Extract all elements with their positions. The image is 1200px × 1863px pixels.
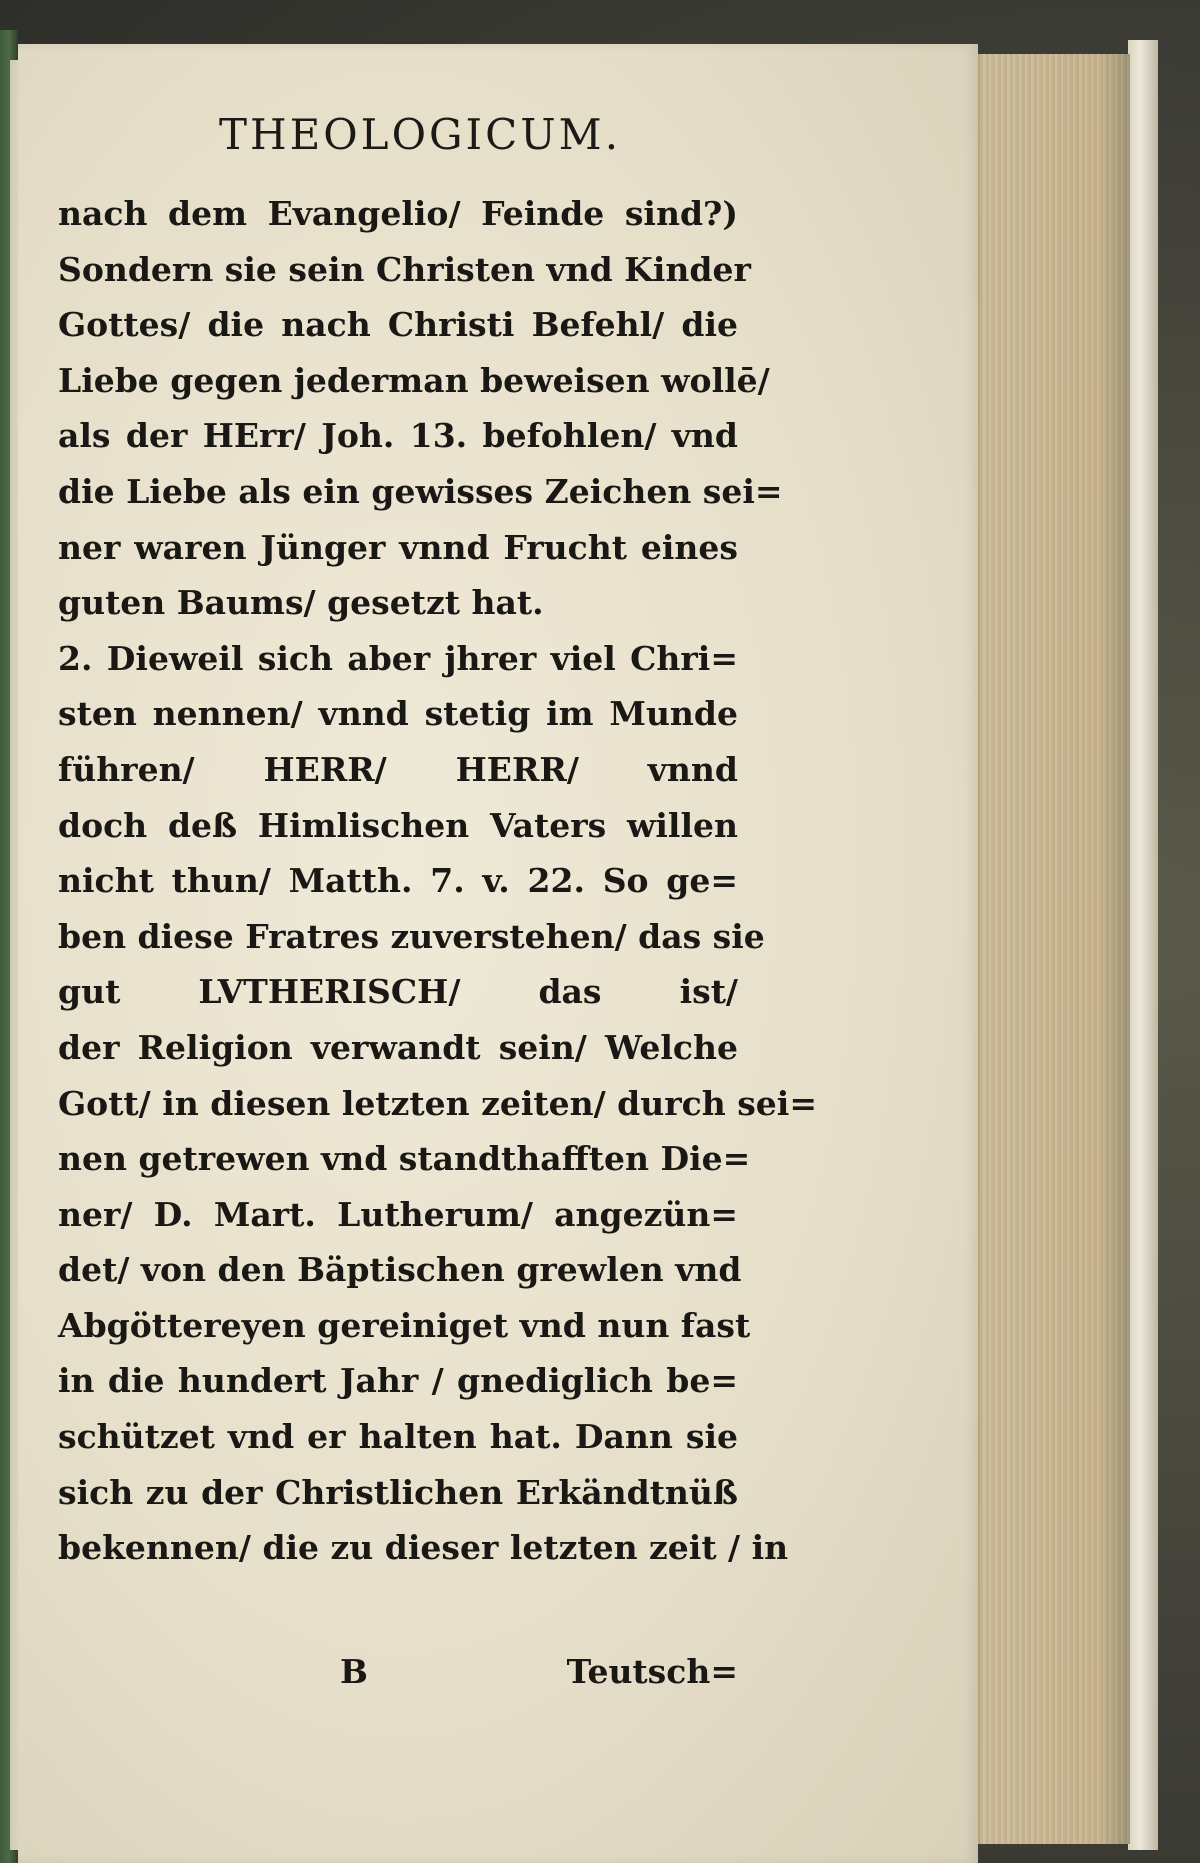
text-line: gut LVTHERISCH/ das ist/	[58, 972, 738, 1012]
text-line: schützet vnd er halten hat. Dann sie	[58, 1417, 738, 1457]
text-line: nicht thun/ Matth. 7. v. 22. So ge=	[58, 861, 738, 901]
text-line: ben diese Fratres zuverstehen/ das sie	[58, 916, 765, 956]
text-line: det/ von den Bäptischen grewlen vnd	[58, 1250, 742, 1290]
text-line: 2. Dieweil sich aber jhrer viel Chri=	[58, 638, 738, 678]
text-line: nen getrewen vnd standthafften Die=	[58, 1139, 751, 1179]
cover-edge	[1128, 40, 1158, 1850]
text-line: doch deß Himlischen Vaters willen	[58, 805, 738, 845]
text-line: führen/ HERR/ HERR/ vnnd	[58, 749, 738, 789]
page-footer	[58, 1652, 738, 1708]
text-line: Gottes/ die nach Christi Befehl/ die	[58, 305, 738, 345]
text-line: nach dem Evangelio/ Feinde sind?)	[58, 194, 738, 233]
text-line: Liebe gegen jederman beweisen wollē/	[58, 360, 770, 400]
running-head: THEOLOGICUM.	[218, 110, 622, 159]
text-line: sten nennen/ vnnd stetig im Munde	[58, 694, 738, 734]
catchword: Teutsch=	[566, 1652, 738, 1691]
text-line: guten Baums/ gesetzt hat.	[58, 583, 544, 623]
text-line: Abgöttereyen gereiniget vnd nun fast	[58, 1305, 751, 1345]
text-line: sich zu der Christlichen Erkändtnüß	[58, 1472, 738, 1512]
text-line: Sondern sie sein Christen vnd Kinder	[58, 249, 751, 289]
text-line: als der HErr/ Joh. 13. befohlen/ vnd	[58, 416, 738, 456]
body-text	[58, 186, 817, 1576]
text-line: ner/ D. Mart. Lutherum/ angezün=	[58, 1194, 738, 1234]
text-line: die Liebe als ein gewisses Zeichen sei=	[58, 471, 783, 511]
text-line: in die hundert Jahr / gnediglich be=	[58, 1361, 738, 1401]
signature-mark: B	[340, 1652, 368, 1691]
page-stack-edges	[978, 54, 1130, 1844]
text-line: ner waren Jünger vnnd Frucht eines	[58, 527, 738, 567]
text-line: bekennen/ die zu dieser letzten zeit / in	[58, 1528, 789, 1568]
text-line: Gott/ in diesen letzten zeiten/ durch sei=	[58, 1083, 817, 1123]
text-line: der Religion verwandt sein/ Welche	[58, 1027, 738, 1067]
